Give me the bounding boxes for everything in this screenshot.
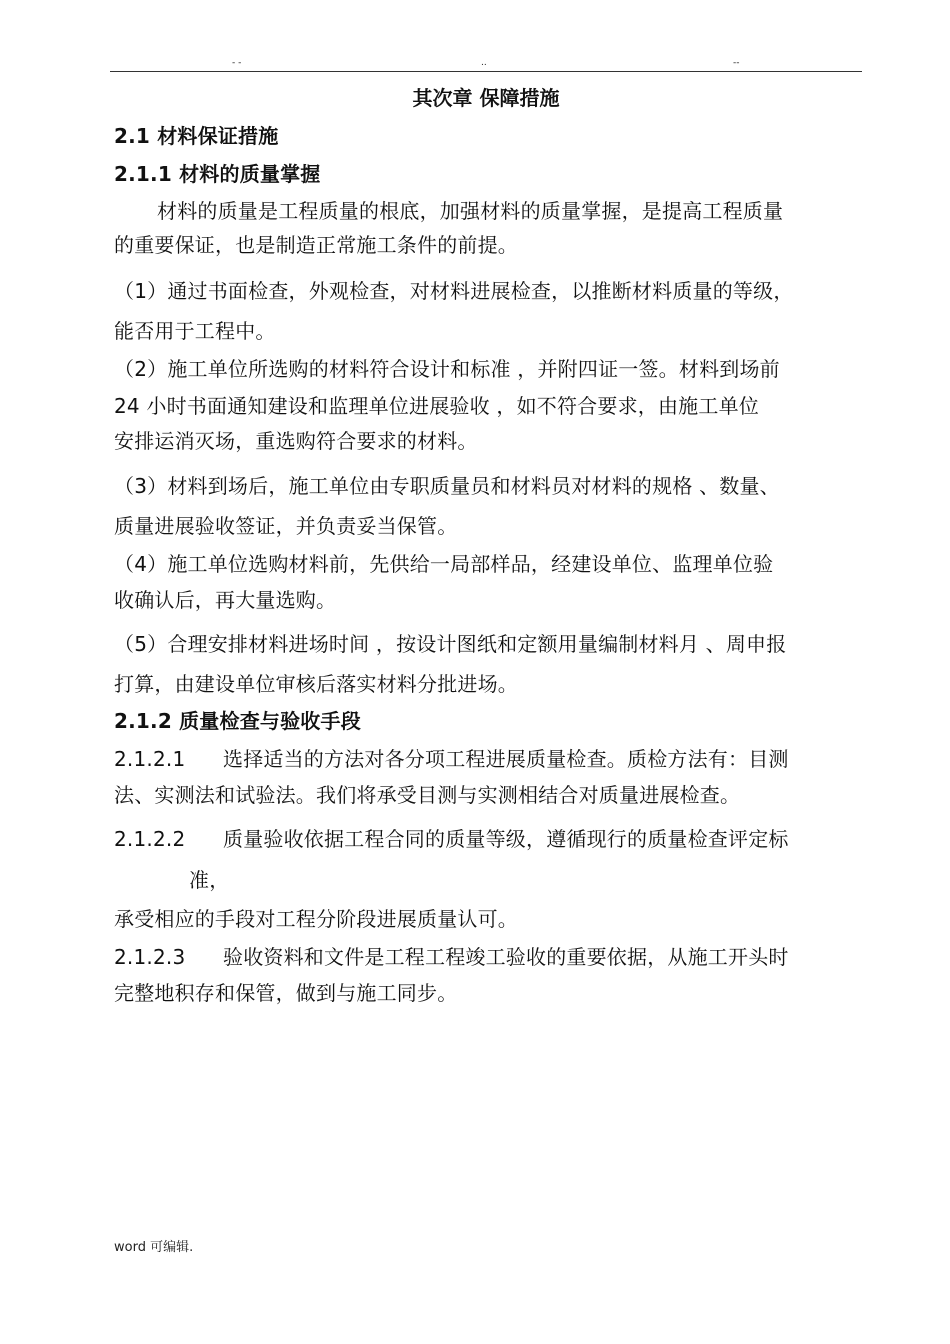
clause-number: 2.1.2.3 [114, 945, 186, 969]
header-rule [110, 71, 862, 72]
header-center-mark: .. [481, 58, 487, 68]
item-2-line-2: 24 小时书面通知建设和监理单位进展验收 ，如不符合要求，由施工单位 [114, 394, 759, 418]
clause-number: 2.1.2.2 [114, 827, 186, 851]
section-heading-2-1-1: 2.1.1 材料的质量掌握 [114, 162, 321, 186]
paragraph-2-1-2-3-line-2: 完整地积存和保管，做到与施工同步。 [114, 981, 458, 1005]
clause-text: 质量验收依据工程合同的质量等级，遵循现行的质量检查评定标 [223, 827, 789, 851]
paragraph-2-1-2-3-line-1 [114, 944, 789, 970]
footer-note: word 可编辑. [114, 1240, 194, 1255]
intro-line-1: 材料的质量是工程质量的根底，加强材料的质量掌握，是提高工程质量 [157, 199, 784, 223]
item-5-line-1: （5）合理安排材料进场时间 ，按设计图纸和定额用量编制材料月 、周申报 [114, 632, 787, 656]
item-2-line-3: 安排运消灭场，重选购符合要求的材料。 [114, 429, 478, 453]
chapter-title: 其次章 保障措施 [412, 86, 560, 110]
item-1-line-1: （1）通过书面检查，外观检查，对材料进展检查，以推断材料质量的等级， [114, 279, 794, 303]
clause-number: 2.1.2.1 [114, 747, 186, 771]
paragraph-2-1-2-1-line-1 [114, 746, 789, 772]
clause-text: 选择适当的方法对各分项工程进展质量检查。质检方法有：目测 [223, 747, 789, 771]
section-heading-2-1-2: 2.1.2 质量检查与验收手段 [114, 709, 361, 733]
item-3-line-2: 质量进展验收签证，并负责妥当保管。 [114, 514, 458, 538]
paragraph-2-1-2-2-line-3: 承受相应的手段对工程分阶段进展质量认可。 [114, 907, 518, 931]
paragraph-2-1-2-2-line-1 [114, 826, 789, 852]
header-right-mark: -- [733, 58, 740, 68]
item-3-line-1: （3）材料到场后，施工单位由专职质量员和材料员对材料的规格 、数量、 [114, 474, 780, 498]
section-heading-2-1: 2.1 材料保证措施 [114, 124, 279, 148]
item-1-line-2: 能否用于工程中。 [114, 319, 276, 343]
item-4-line-2: 收确认后，再大量选购。 [114, 588, 337, 612]
item-2-line-1: （2）施工单位所选购的材料符合设计和标准 ，并附四证一签。材料到场前 [114, 357, 780, 381]
intro-line-2: 的重要保证，也是制造正常施工条件的前提。 [114, 233, 518, 257]
header-left-mark: - - [232, 58, 242, 68]
paragraph-2-1-2-2-line-2: 准， [189, 868, 230, 892]
clause-text: 验收资料和文件是工程工程竣工验收的重要依据，从施工开头时 [223, 945, 789, 969]
item-4-line-1: （4）施工单位选购材料前，先供给一局部样品，经建设单位、监理单位验 [114, 552, 774, 576]
item-5-line-2: 打算，由建设单位审核后落实材料分批进场。 [114, 672, 518, 696]
paragraph-2-1-2-1-line-2: 法、实测法和试验法。我们将承受目测与实测相结合对质量进展检查。 [114, 783, 741, 807]
